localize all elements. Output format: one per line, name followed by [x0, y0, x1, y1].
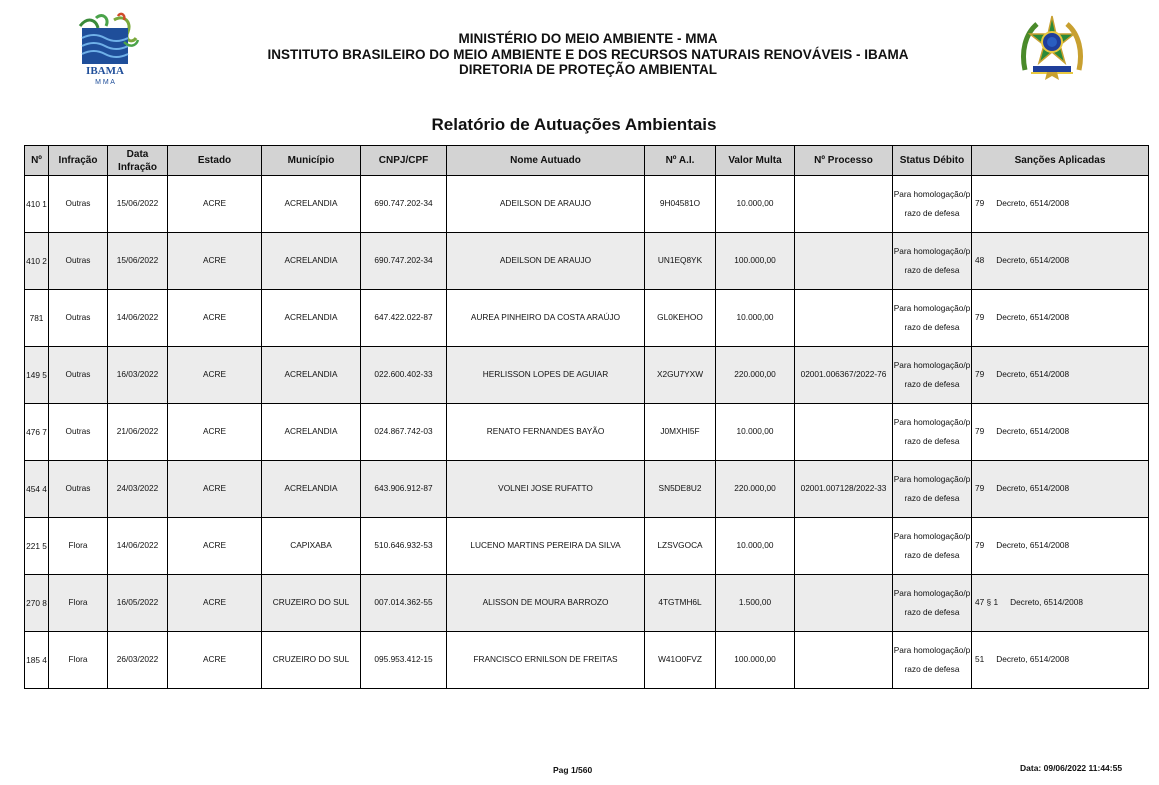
cell-data: 14/06/2022 — [108, 518, 168, 575]
cell-infracao: Outras — [49, 461, 108, 518]
sancao-decreto: Decreto, 6514/2008 — [996, 369, 1070, 380]
cell-data: 15/06/2022 — [108, 233, 168, 290]
col-header-nome: Nome Autuado — [447, 146, 645, 176]
cell-sancoes — [972, 632, 1149, 689]
cell-processo: 02001.007128/2022-33 — [795, 461, 893, 518]
cell-data: 24/03/2022 — [108, 461, 168, 518]
cell-processo — [795, 233, 893, 290]
sancao-decreto: Decreto, 6514/2008 — [996, 198, 1070, 209]
cell-infracao: Flora — [49, 575, 108, 632]
cell-processo — [795, 404, 893, 461]
col-header-municipio: Município — [262, 146, 361, 176]
cell-nome: AUREA PINHEIRO DA COSTA ARAÚJO — [447, 290, 645, 347]
cell-ai: GL0KEHOO — [645, 290, 716, 347]
cell-valor: 100.000,00 — [716, 632, 795, 689]
cell-processo — [795, 632, 893, 689]
cell-infracao: Outras — [49, 347, 108, 404]
col-header-processo: Nº Processo — [795, 146, 893, 176]
col-header-ai: Nº A.I. — [645, 146, 716, 176]
cell-cnpj: 510.646.932-53 — [361, 518, 447, 575]
page-number: Pag 1/560 — [553, 765, 593, 775]
cell-municipio: CRUZEIRO DO SUL — [262, 632, 361, 689]
cell-ai: LZSVGOCA — [645, 518, 716, 575]
cell-infracao: Flora — [49, 632, 108, 689]
cell-ai: X2GU7YXW — [645, 347, 716, 404]
cell-nome: ALISSON DE MOURA BARROZO — [447, 575, 645, 632]
sancao-decreto: Decreto, 6514/2008 — [996, 654, 1070, 665]
cell-sancoes — [972, 290, 1149, 347]
col-header-status: Status Débito — [893, 146, 972, 176]
cell-status: Para homologação/prazo de defesa — [893, 632, 972, 689]
cell-cnpj: 643.906.912-87 — [361, 461, 447, 518]
cell-municipio: ACRELANDIA — [262, 290, 361, 347]
col-header-valor: Valor Multa — [716, 146, 795, 176]
autuacoes-table — [24, 145, 1149, 689]
table-row — [25, 461, 1149, 518]
cell-valor: 1.500,00 — [716, 575, 795, 632]
col-header-infracao: Infração — [49, 146, 108, 176]
cell-valor: 10.000,00 — [716, 404, 795, 461]
cell-num: 410 1 — [25, 176, 49, 233]
cell-data: 15/06/2022 — [108, 176, 168, 233]
sancao-decreto: Decreto, 6514/2008 — [996, 483, 1070, 494]
header-line-1: MINISTÉRIO DO MEIO AMBIENTE - MMA — [458, 31, 718, 46]
ministry-header — [0, 31, 1159, 78]
cell-processo — [795, 290, 893, 347]
header-line-3: DIRETORIA DE PROTEÇÃO AMBIENTAL — [458, 62, 717, 77]
cell-estado: ACRE — [168, 518, 262, 575]
cell-valor: 10.000,00 — [716, 518, 795, 575]
sancao-decreto: Decreto, 6514/2008 — [996, 540, 1070, 551]
cell-valor: 220.000,00 — [716, 461, 795, 518]
cell-estado: ACRE — [168, 233, 262, 290]
col-header-sancoes: Sanções Aplicadas — [972, 146, 1149, 176]
cell-data: 26/03/2022 — [108, 632, 168, 689]
table-row — [25, 575, 1149, 632]
cell-ai: SN5DE8U2 — [645, 461, 716, 518]
cell-sancoes — [972, 176, 1149, 233]
table-header-row — [25, 146, 1149, 176]
header-line-2: INSTITUTO BRASILEIRO DO MEIO AMBIENTE E DOS RECURSOS NATURAIS RENOVÁVEIS - IBAMA — [267, 46, 909, 62]
cell-num: 410 2 — [25, 233, 49, 290]
cell-sancoes — [972, 404, 1149, 461]
cell-nome: ADEILSON DE ARAUJO — [447, 176, 645, 233]
cell-estado: ACRE — [168, 575, 262, 632]
cell-status: Para homologação/prazo de defesa — [893, 176, 972, 233]
table-row — [25, 290, 1149, 347]
cell-valor: 10.000,00 — [716, 290, 795, 347]
col-header-data: Data Infração — [108, 146, 168, 176]
cell-estado: ACRE — [168, 176, 262, 233]
sancao-artigo: 79 — [975, 312, 985, 323]
cell-infracao: Outras — [49, 290, 108, 347]
cell-infracao: Outras — [49, 176, 108, 233]
cell-municipio: ACRELANDIA — [262, 347, 361, 404]
cell-status: Para homologação/prazo de defesa — [893, 518, 972, 575]
cell-num: 185 4 — [25, 632, 49, 689]
cell-status: Para homologação/prazo de defesa — [893, 461, 972, 518]
cell-sancoes — [972, 347, 1149, 404]
table-row — [25, 632, 1149, 689]
table-row — [25, 404, 1149, 461]
cell-valor: 100.000,00 — [716, 233, 795, 290]
cell-cnpj: 690.747.202-34 — [361, 233, 447, 290]
cell-processo: 02001.006367/2022-76 — [795, 347, 893, 404]
sancao-decreto: Decreto, 6514/2008 — [996, 312, 1070, 323]
cell-sancoes — [972, 518, 1149, 575]
cell-municipio: CAPIXABA — [262, 518, 361, 575]
cell-num: 149 5 — [25, 347, 49, 404]
cell-infracao: Flora — [49, 518, 108, 575]
cell-estado: ACRE — [168, 347, 262, 404]
cell-valor: 10.000,00 — [716, 176, 795, 233]
report-date: Data: 09/06/2022 11:44:55 — [1020, 763, 1123, 773]
cell-cnpj: 022.600.402-33 — [361, 347, 447, 404]
cell-data: 16/03/2022 — [108, 347, 168, 404]
report-title: Relatório de Autuações Ambientais — [431, 115, 717, 134]
cell-nome: RENATO FERNANDES BAYÃO — [447, 404, 645, 461]
sancao-artigo: 48 — [975, 255, 985, 266]
cell-estado: ACRE — [168, 290, 262, 347]
cell-cnpj: 095.953.412-15 — [361, 632, 447, 689]
cell-data: 21/06/2022 — [108, 404, 168, 461]
cell-sancoes — [972, 461, 1149, 518]
cell-ai: W41O0FVZ — [645, 632, 716, 689]
cell-num: 454 4 — [25, 461, 49, 518]
cell-nome: FRANCISCO ERNILSON DE FREITAS — [447, 632, 645, 689]
cell-infracao: Outras — [49, 404, 108, 461]
cell-cnpj: 690.747.202-34 — [361, 176, 447, 233]
cell-municipio: ACRELANDIA — [262, 176, 361, 233]
cell-estado: ACRE — [168, 461, 262, 518]
sancao-artigo: 79 — [975, 483, 985, 494]
cell-sancoes — [972, 575, 1149, 632]
cell-infracao: Outras — [49, 233, 108, 290]
sancao-artigo: 79 — [975, 540, 985, 551]
col-header-num: Nº — [25, 146, 49, 176]
cell-status: Para homologação/prazo de defesa — [893, 575, 972, 632]
brazil-coat-of-arms-emblem — [1017, 12, 1087, 82]
sancao-decreto: Decreto, 6514/2008 — [996, 255, 1070, 266]
cell-municipio: CRUZEIRO DO SUL — [262, 575, 361, 632]
cell-ai: J0MXHI5F — [645, 404, 716, 461]
cell-municipio: ACRELANDIA — [262, 233, 361, 290]
cell-data: 16/05/2022 — [108, 575, 168, 632]
cell-sancoes — [972, 233, 1149, 290]
sancao-artigo: 79 — [975, 369, 985, 380]
cell-data: 14/06/2022 — [108, 290, 168, 347]
col-header-cnpj: CNPJ/CPF — [361, 146, 447, 176]
sancao-artigo: 79 — [975, 426, 985, 437]
sancao-artigo: 51 — [975, 654, 985, 665]
cell-ai: UN1EQ8YK — [645, 233, 716, 290]
cell-valor: 220.000,00 — [716, 347, 795, 404]
cell-ai: 9H04581O — [645, 176, 716, 233]
cell-cnpj: 007.014.362-55 — [361, 575, 447, 632]
cell-municipio: ACRELANDIA — [262, 461, 361, 518]
sancao-artigo: 79 — [975, 198, 985, 209]
cell-nome: ADEILSON DE ARAUJO — [447, 233, 645, 290]
cell-cnpj: 647.422.022-87 — [361, 290, 447, 347]
cell-processo — [795, 518, 893, 575]
cell-estado: ACRE — [168, 632, 262, 689]
cell-processo — [795, 176, 893, 233]
cell-ai: 4TGTMH6L — [645, 575, 716, 632]
table-row — [25, 518, 1149, 575]
col-header-estado: Estado — [168, 146, 262, 176]
cell-num: 270 8 — [25, 575, 49, 632]
cell-nome: LUCENO MARTINS PEREIRA DA SILVA — [447, 518, 645, 575]
cell-status: Para homologação/prazo de defesa — [893, 290, 972, 347]
cell-municipio: ACRELANDIA — [262, 404, 361, 461]
sancao-decreto: Decreto, 6514/2008 — [996, 426, 1070, 437]
sancao-decreto: Decreto, 6514/2008 — [1010, 597, 1083, 608]
cell-status: Para homologação/prazo de defesa — [893, 404, 972, 461]
cell-num: 781 — [25, 290, 49, 347]
sancao-artigo: 47 § 1 — [975, 597, 999, 608]
cell-status: Para homologação/prazo de defesa — [893, 347, 972, 404]
cell-nome: VOLNEI JOSE RUFATTO — [447, 461, 645, 518]
cell-processo — [795, 575, 893, 632]
cell-status: Para homologação/prazo de defesa — [893, 233, 972, 290]
ibama-logo-text: IBAMA — [86, 65, 124, 77]
cell-nome: HERLISSON LOPES DE AGUIAR — [447, 347, 645, 404]
cell-num: 476 7 — [25, 404, 49, 461]
cell-estado: ACRE — [168, 404, 262, 461]
table-row — [25, 347, 1149, 404]
table-row — [25, 176, 1149, 233]
cell-cnpj: 024.867.742-03 — [361, 404, 447, 461]
cell-num: 221 5 — [25, 518, 49, 575]
mma-logo-text: M M A — [95, 79, 115, 86]
table-row — [25, 233, 1149, 290]
